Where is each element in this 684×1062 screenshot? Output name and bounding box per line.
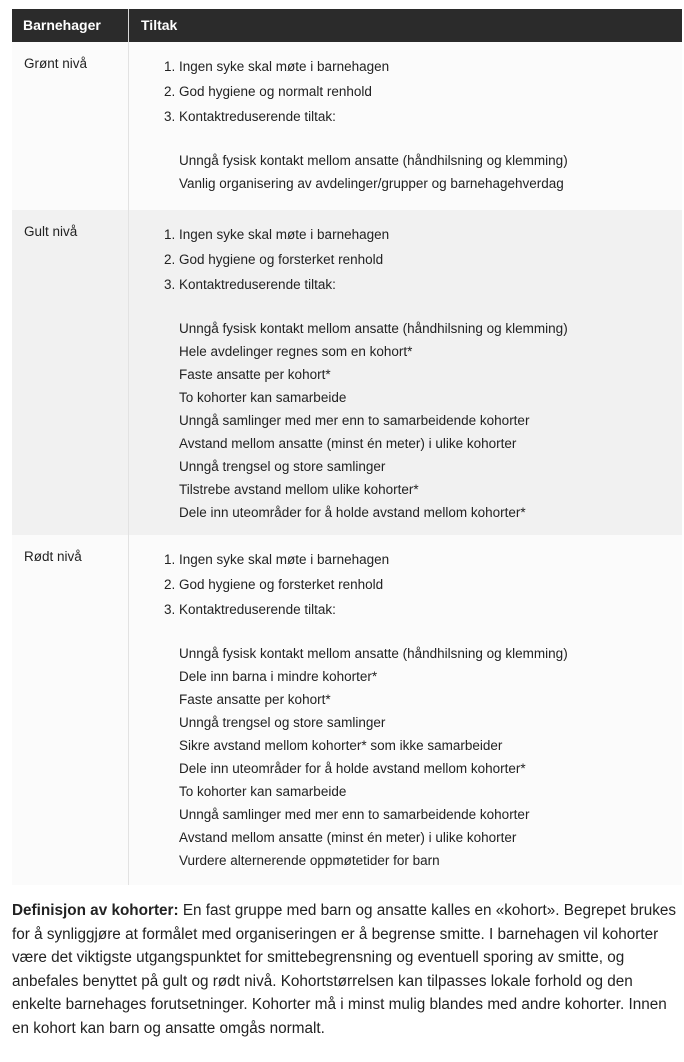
step-item: 2. God hygiene og forsterket renhold	[179, 247, 682, 272]
subitem: Sikre avstand mellom kohorter* som ikke samarbeider	[179, 738, 503, 753]
table-row-yellow	[12, 210, 682, 535]
step-item: 3. Kontaktreduserende tiltak:	[179, 104, 682, 129]
definition-label: Definisjon av kohorter:	[12, 902, 179, 919]
subitem: Dele inn uteområder for å holde avstand mellom kohorter*	[179, 761, 526, 776]
subitem: To kohorter kan samarbeide	[179, 784, 347, 799]
measures-cell	[129, 210, 682, 535]
subitem: Avstand mellom ansatte (minst én meter) i ulike kohorter	[179, 436, 517, 451]
subitem: Vanlig organisering av avdelinger/grupper og barnehagehverdag	[179, 176, 564, 191]
step-item: 1. Ingen syke skal møte i barnehagen	[179, 222, 682, 247]
level-label: Rødt nivå	[12, 535, 129, 885]
table-header	[12, 9, 682, 42]
measures-table	[12, 9, 682, 885]
subitem: Dele inn uteområder for å holde avstand mellom kohorter*	[179, 505, 526, 520]
subitem: Faste ansatte per kohort*	[179, 692, 331, 707]
table-row-red	[12, 535, 682, 885]
header-level: Barnehager	[12, 9, 129, 42]
subitem: Vurdere alternerende oppmøtetider for barn	[179, 853, 440, 868]
subitem: Unngå samlinger med mer enn to samarbeidende kohorter	[179, 413, 530, 428]
subitem: To kohorter kan samarbeide	[179, 390, 347, 405]
step-item: 1. Ingen syke skal møte i barnehagen	[179, 547, 682, 572]
level-label: Grønt nivå	[12, 42, 129, 210]
measures-cell	[129, 535, 682, 885]
subitem: Unngå samlinger med mer enn to samarbeidende kohorter	[179, 807, 530, 822]
measures-cell	[129, 42, 682, 210]
cohort-definition	[12, 899, 680, 1041]
table-row-green	[12, 42, 682, 210]
subitem: Unngå fysisk kontakt mellom ansatte (håndhilsning og klemming)	[179, 153, 568, 168]
subitems-list	[151, 317, 682, 524]
step-item: 2. God hygiene og forsterket renhold	[179, 572, 682, 597]
steps-list	[151, 222, 682, 297]
subitem: Unngå fysisk kontakt mellom ansatte (håndhilsning og klemming)	[179, 321, 568, 336]
step-item: 3. Kontaktreduserende tiltak:	[179, 597, 682, 622]
subitems-list	[151, 642, 682, 872]
subitem: Tilstrebe avstand mellom ulike kohorter*	[179, 482, 419, 497]
level-label: Gult nivå	[12, 210, 129, 535]
subitem: Dele inn barna i mindre kohorter*	[179, 669, 378, 684]
subitem: Hele avdelinger regnes som en kohort*	[179, 344, 413, 359]
step-item: 3. Kontaktreduserende tiltak:	[179, 272, 682, 297]
subitem: Unngå trengsel og store samlinger	[179, 459, 386, 474]
step-item: 2. God hygiene og normalt renhold	[179, 79, 682, 104]
header-measures: Tiltak	[141, 17, 178, 33]
subitems-list	[151, 149, 682, 195]
steps-list	[151, 547, 682, 622]
definition-text: En fast gruppe med barn og ansatte kalles en «kohort». Begrepet brukes for å synliggjøre at formålet med organiseringen er å begrense smitte. I barnehagen vil kohorter være det viktigste utgangspunktet for smittebegrensning og eventuell sporing av smitte, og anbefales benyttet på gult og rødt nivå. Kohortstørrelsen kan tilpasses lokale forhold og den enkelte barnehages forutsetninger. Kohorter må i minst mulig blandes med andre kohorter. Innen en kohort kan barn og ansatte omgås normalt.	[12, 902, 677, 1037]
subitem: Unngå trengsel og store samlinger	[179, 715, 386, 730]
subitem: Faste ansatte per kohort*	[179, 367, 331, 382]
subitem: Avstand mellom ansatte (minst én meter) i ulike kohorter	[179, 830, 517, 845]
steps-list	[151, 54, 682, 129]
step-item: 1. Ingen syke skal møte i barnehagen	[179, 54, 682, 79]
subitem: Unngå fysisk kontakt mellom ansatte (håndhilsning og klemming)	[179, 646, 568, 661]
